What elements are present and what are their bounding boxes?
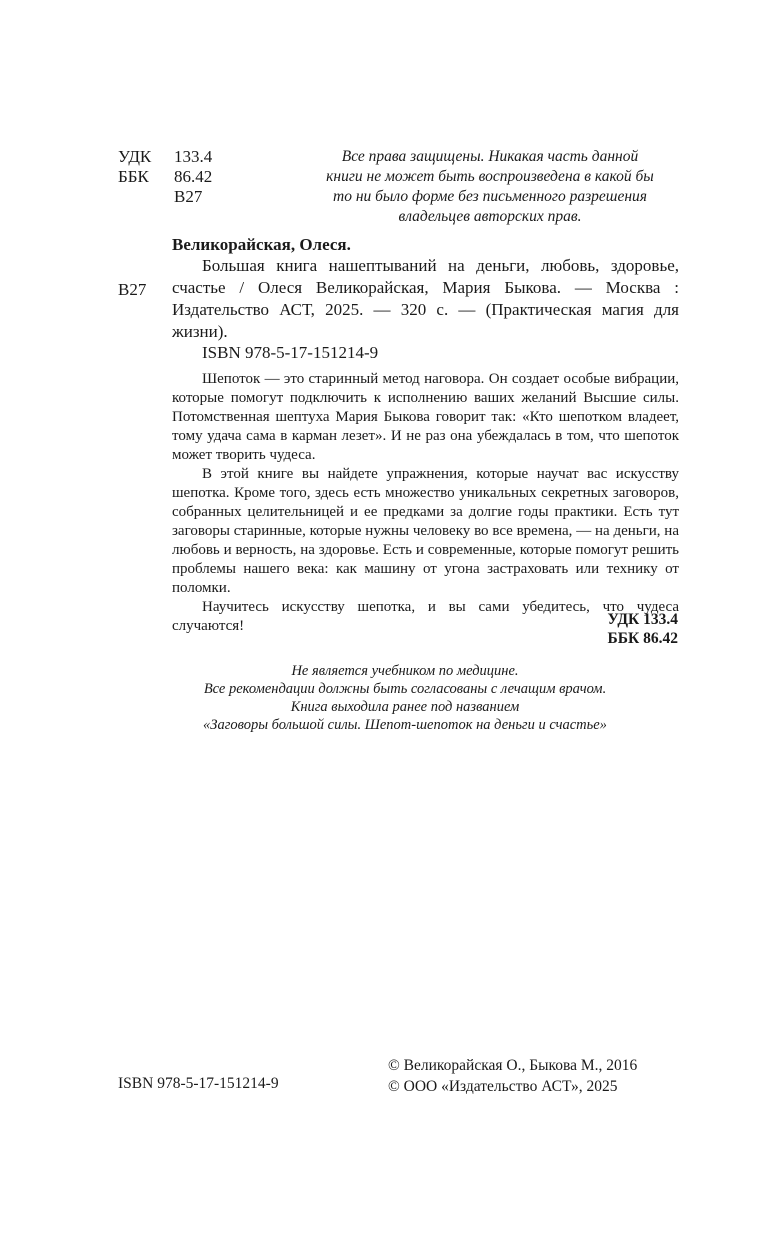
side-author-mark: В27 <box>118 280 147 299</box>
medical-notes <box>150 662 660 734</box>
bottom-bbk: ББК 86.42 <box>607 630 678 647</box>
rights-line: владельцев авторских прав. <box>398 208 582 225</box>
author-heading: Великорайская, Олеся. <box>172 235 351 254</box>
bbk-row <box>118 167 212 187</box>
bbk-label: ББК <box>118 167 149 186</box>
note-line: «Заговоры большой силы. Шепот-шепоток на деньги и счастье» <box>203 717 607 733</box>
copyright-line: © Великорайская О., Быкова М., 2016 <box>388 1057 638 1074</box>
author-mark: В27 <box>174 187 203 206</box>
rights-line: то ни было форме без письменного разрешения <box>333 188 647 205</box>
udk-label: УДК <box>118 147 152 166</box>
annotation-paragraph: Шепоток — это старинный метод наговора. Он создает особые вибрации, которые помогут подключить к исполнению ваших желаний Высшие силы. Потомственная шептуха Мария Быкова говорит так: «Кто шепотком владеет, тому удача сама в карман лезет». И не раз она убеждалась в том, что шепоток может творить чудеса. <box>172 371 679 463</box>
rights-notice <box>300 147 680 227</box>
rights-line: Все права защищены. Никакая часть данной <box>341 148 639 165</box>
rights-line: книги не может быть воспроизведена в какой бы <box>326 168 654 185</box>
bottom-udk: УДК 133.4 <box>607 611 678 628</box>
udk-value: 133.4 <box>174 147 213 166</box>
note-line: Все рекомендации должны быть согласованы с лечащим врачом. <box>203 681 607 697</box>
copyright-block <box>388 1055 637 1097</box>
annotation-paragraph: Научитесь искусству шепотка, и вы сами убедитесь, что чудеса случаются! <box>172 599 679 634</box>
classification-codes <box>118 147 212 207</box>
bottom-classification <box>608 610 678 648</box>
note-line: Книга выходила ранее под названием <box>290 699 520 715</box>
copyright-line: © ООО «Издательство АСТ», 2025 <box>388 1078 618 1095</box>
bbk-value: 86.42 <box>174 167 213 186</box>
author-mark-row <box>118 187 212 207</box>
isbn-bottom: ISBN 978-5-17-151214-9 <box>118 1075 279 1092</box>
annotation <box>172 370 679 636</box>
note-line: Не является учебником по медицине. <box>291 663 519 679</box>
bibliographic-description: Большая книга нашептываний на деньги, любовь, здоровье, счастье / Олеся Великорайская, Мария Быкова. — Москва : Издательство АСТ, 2025. — 320 с. — (Практическая магия для жизни). <box>172 256 679 341</box>
isbn-line: ISBN 978-5-17-151214-9 <box>202 343 379 362</box>
annotation-paragraph: В этой книге вы найдете упражнения, которые научат вас искусству шепотка. Кроме того, здесь есть множество уникальных секретных заговоров, собранных целительницей и ее предками за долгие годы практики. Есть тут заговоры старинные, которые нужны человеку во все времена, — на деньги, на любовь и верность, на здоровье. Есть и современные, которые помогут решить проблемы нашего века: как машину от угона застраховать или технику от поломки. <box>172 466 679 596</box>
udk-row <box>118 147 212 167</box>
